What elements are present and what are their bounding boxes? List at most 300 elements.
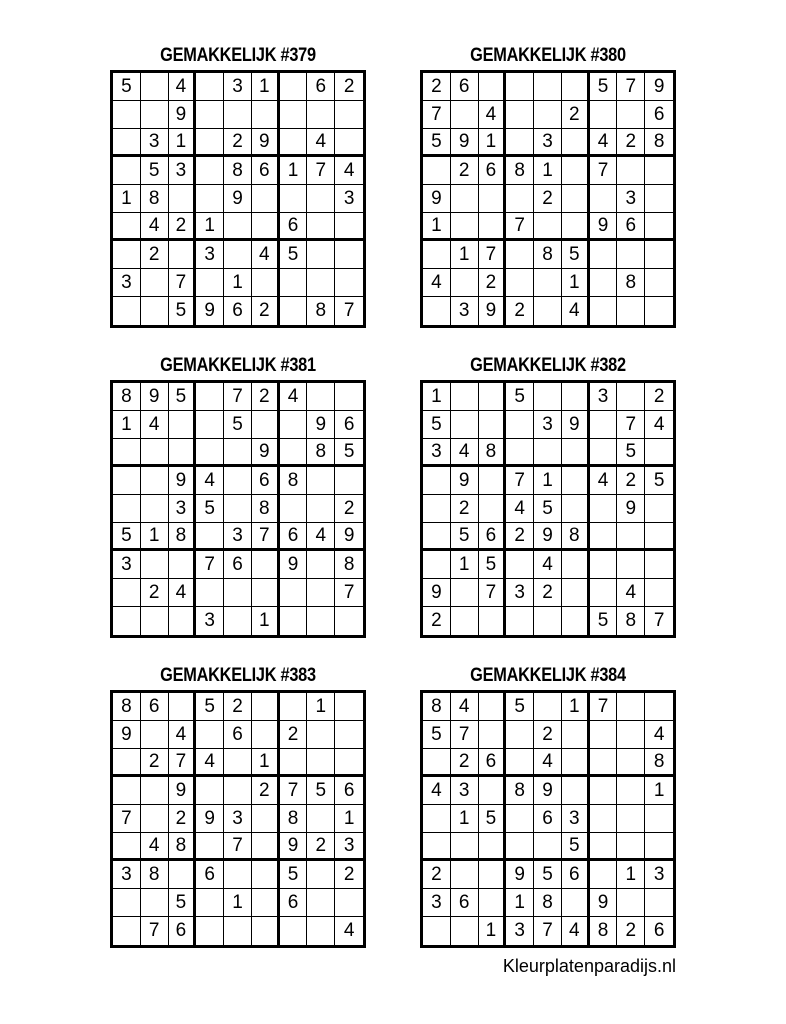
sudoku-cell	[423, 833, 451, 861]
sudoku-cell: 9	[169, 101, 197, 129]
sudoku-cell	[335, 749, 363, 777]
sudoku-cell	[335, 889, 363, 917]
sudoku-cell: 4	[169, 721, 197, 749]
sudoku-cell: 1	[224, 269, 252, 297]
sudoku-cell: 8	[645, 749, 673, 777]
sudoku-cell: 1	[534, 157, 562, 185]
sudoku-cell: 3	[451, 297, 479, 325]
puzzle-title: GEMAKKELIJK #384	[470, 665, 626, 686]
puzzle-title: GEMAKKELIJK #382	[470, 355, 626, 376]
sudoku-grid	[420, 70, 676, 328]
sudoku-cell: 5	[113, 73, 141, 101]
sudoku-cell: 7	[343, 300, 355, 321]
sudoku-cell: 1	[479, 917, 507, 945]
sudoku-cell	[423, 297, 451, 325]
sudoku-cell: 6	[141, 693, 169, 721]
sudoku-cell	[280, 269, 308, 297]
sudoku-cell: 4	[343, 920, 355, 941]
sudoku-cell: 9	[423, 579, 451, 607]
sudoku-cell	[590, 297, 618, 325]
sudoku-cell: 5	[534, 861, 562, 889]
sudoku-cell	[141, 721, 169, 749]
sudoku-cell: 5	[451, 523, 479, 551]
sudoku-cell	[479, 411, 507, 439]
sudoku-cell	[141, 73, 169, 101]
sudoku-grid	[110, 690, 366, 948]
sudoku-cell: 9	[534, 777, 562, 805]
sudoku-cell	[307, 101, 335, 129]
sudoku-cell	[590, 185, 618, 213]
sudoku-cell	[534, 213, 562, 241]
sudoku-cell: 5	[590, 607, 618, 635]
sudoku-cell: 3	[335, 833, 363, 861]
sudoku-cell	[645, 213, 673, 241]
sudoku-cell: 5	[335, 439, 363, 467]
sudoku-cell: 8	[506, 157, 534, 185]
sudoku-cell	[196, 269, 224, 297]
sudoku-cell: 9	[451, 129, 479, 157]
sudoku-cell: 8	[534, 241, 562, 269]
sudoku-cell	[479, 73, 507, 101]
sudoku-cell	[113, 495, 141, 523]
sudoku-cell: 5	[590, 73, 618, 101]
sudoku-cell	[335, 693, 363, 721]
sudoku-cell	[562, 213, 590, 241]
sudoku-cell	[196, 523, 224, 551]
sudoku-cell: 9	[113, 721, 141, 749]
sudoku-cell: 5	[562, 241, 590, 269]
sudoku-cell: 1	[252, 749, 280, 777]
sudoku-cell: 1	[506, 889, 534, 917]
sudoku-cell	[617, 749, 645, 777]
sudoku-cell	[224, 861, 252, 889]
sudoku-cell: 1	[423, 213, 451, 241]
sudoku-puzzle-382	[420, 352, 676, 638]
sudoku-cell: 7	[590, 157, 618, 185]
sudoku-cell: 6	[335, 411, 363, 439]
sudoku-cell	[451, 607, 479, 635]
sudoku-cell	[169, 241, 197, 269]
sudoku-cell: 3	[506, 917, 534, 945]
sudoku-cell: 7	[617, 73, 645, 101]
sudoku-cell: 3	[113, 269, 141, 297]
sudoku-cell	[451, 383, 479, 411]
sudoku-cell	[506, 411, 534, 439]
sudoku-cell: 2	[307, 833, 335, 861]
sudoku-cell: 7	[252, 523, 280, 551]
sudoku-cell: 8	[534, 889, 562, 917]
sudoku-cell	[617, 101, 645, 129]
sudoku-cell: 5	[169, 297, 197, 325]
sudoku-cell: 6	[252, 157, 280, 185]
sudoku-cell	[562, 721, 590, 749]
sudoku-cell: 9	[617, 495, 645, 523]
sudoku-cell: 5	[423, 411, 451, 439]
sudoku-cell	[645, 551, 673, 579]
sudoku-cell: 9	[645, 73, 673, 101]
sudoku-cell	[196, 185, 224, 213]
sudoku-cell: 3	[335, 185, 363, 213]
sudoku-cell	[141, 467, 169, 495]
sudoku-cell: 2	[451, 157, 479, 185]
sudoku-cell	[252, 101, 280, 129]
sudoku-cell	[224, 213, 252, 241]
sudoku-puzzle-384	[420, 662, 676, 948]
sudoku-cell: 6	[479, 749, 507, 777]
sudoku-cell	[506, 269, 534, 297]
sudoku-cell: 9	[224, 185, 252, 213]
sudoku-cell: 2	[280, 721, 308, 749]
sudoku-cell: 9	[196, 805, 224, 833]
sudoku-cell: 5	[169, 889, 197, 917]
sudoku-cell	[479, 861, 507, 889]
sudoku-cell: 3	[196, 241, 224, 269]
sudoku-cell: 7	[617, 411, 645, 439]
sudoku-cell: 7	[169, 269, 197, 297]
sudoku-cell: 4	[141, 411, 169, 439]
sudoku-cell: 6	[534, 805, 562, 833]
sudoku-cell: 9	[280, 551, 308, 579]
sudoku-cell	[451, 101, 479, 129]
sudoku-cell	[562, 157, 590, 185]
sudoku-cell	[423, 495, 451, 523]
sudoku-cell	[617, 383, 645, 411]
sudoku-cell: 5	[617, 439, 645, 467]
sudoku-cell: 5	[307, 777, 335, 805]
sudoku-cell	[307, 467, 335, 495]
sudoku-cell	[451, 185, 479, 213]
sudoku-cell	[617, 297, 645, 325]
sudoku-cell	[252, 185, 280, 213]
sudoku-cell	[335, 467, 363, 495]
sudoku-cell: 1	[280, 157, 308, 185]
sudoku-cell	[562, 777, 590, 805]
sudoku-cell	[307, 185, 335, 213]
sudoku-cell: 8	[617, 269, 645, 297]
sudoku-cell: 8	[280, 467, 308, 495]
sudoku-cell	[423, 805, 451, 833]
sudoku-cell	[423, 467, 451, 495]
sudoku-cell: 3	[423, 889, 451, 917]
sudoku-cell	[451, 861, 479, 889]
sudoku-cell	[590, 269, 618, 297]
sudoku-cell	[196, 411, 224, 439]
sudoku-cell: 8	[169, 833, 197, 861]
sudoku-cell: 9	[423, 185, 451, 213]
sudoku-cell: 2	[252, 297, 280, 325]
sudoku-cell	[280, 185, 308, 213]
sudoku-cell	[590, 101, 618, 129]
sudoku-cell	[280, 411, 308, 439]
sudoku-grid	[110, 380, 366, 638]
sudoku-cell	[451, 269, 479, 297]
sudoku-cell: 1	[252, 73, 280, 101]
sudoku-cell	[141, 607, 169, 635]
sudoku-cell: 8	[280, 805, 308, 833]
sudoku-cell: 6	[307, 73, 335, 101]
sudoku-cell	[645, 241, 673, 269]
sudoku-cell: 4	[196, 749, 224, 777]
sudoku-cell: 9	[451, 467, 479, 495]
sudoku-cell: 9	[590, 213, 618, 241]
sudoku-cell	[252, 721, 280, 749]
sudoku-cell: 2	[479, 269, 507, 297]
sudoku-cell: 2	[534, 579, 562, 607]
sudoku-cell	[562, 579, 590, 607]
sudoku-cell: 8	[224, 157, 252, 185]
sudoku-cell	[617, 551, 645, 579]
sudoku-cell	[590, 439, 618, 467]
sudoku-cell	[307, 241, 335, 269]
sudoku-cell	[645, 579, 673, 607]
sudoku-cell	[590, 861, 618, 889]
sudoku-cell	[645, 523, 673, 551]
sudoku-cell	[590, 833, 618, 861]
sudoku-cell: 1	[169, 129, 197, 157]
sudoku-cell: 3	[534, 129, 562, 157]
sudoku-cell	[113, 101, 141, 129]
sudoku-grid	[420, 380, 676, 638]
sudoku-cell	[224, 607, 252, 635]
sudoku-cell	[534, 607, 562, 635]
sudoku-cell: 8	[141, 185, 169, 213]
sudoku-cell: 1	[451, 805, 479, 833]
sudoku-cell: 2	[224, 693, 252, 721]
sudoku-cell: 1	[335, 805, 363, 833]
sudoku-cell: 3	[451, 777, 479, 805]
sudoku-cell: 2	[423, 73, 451, 101]
sudoku-cell	[252, 889, 280, 917]
sudoku-cell: 9	[252, 129, 280, 157]
sudoku-cell: 2	[506, 297, 534, 325]
sudoku-cell	[196, 129, 224, 157]
sudoku-cell	[617, 157, 645, 185]
sudoku-cell	[534, 101, 562, 129]
site-url: Kleurplatenparadijs.nl	[502, 956, 676, 976]
sudoku-cell	[280, 693, 308, 721]
sudoku-cell	[479, 213, 507, 241]
sudoku-cell	[141, 439, 169, 467]
sudoku-cell	[252, 551, 280, 579]
sudoku-cell: 8	[335, 551, 363, 579]
sudoku-cell: 9	[169, 467, 197, 495]
sudoku-cell	[590, 411, 618, 439]
sudoku-cell	[645, 185, 673, 213]
sudoku-cell: 5	[113, 523, 141, 551]
sudoku-cell: 8	[307, 439, 335, 467]
sudoku-cell	[590, 805, 618, 833]
sudoku-cell	[506, 185, 534, 213]
sudoku-cell	[479, 383, 507, 411]
sudoku-cell	[113, 833, 141, 861]
sudoku-cell	[617, 805, 645, 833]
sudoku-cell: 2	[534, 721, 562, 749]
sudoku-cell	[141, 889, 169, 917]
sudoku-cell: 7	[451, 721, 479, 749]
sudoku-cell	[479, 777, 507, 805]
sudoku-cell: 4	[617, 579, 645, 607]
sudoku-cell: 7	[307, 157, 335, 185]
sudoku-cell: 4	[451, 693, 479, 721]
sudoku-cell	[252, 269, 280, 297]
sudoku-cell	[280, 749, 308, 777]
sudoku-cell: 8	[590, 917, 618, 945]
sudoku-cell: 8	[423, 693, 451, 721]
sudoku-cell	[534, 439, 562, 467]
sudoku-cell	[252, 579, 280, 607]
sudoku-cell: 5	[479, 551, 507, 579]
sudoku-cell	[617, 721, 645, 749]
sudoku-cell	[169, 439, 197, 467]
sudoku-cell	[113, 889, 141, 917]
sudoku-cell	[617, 777, 645, 805]
sudoku-cell	[534, 383, 562, 411]
sudoku-cell: 2	[335, 495, 363, 523]
sudoku-cell	[113, 241, 141, 269]
sudoku-cell: 6	[169, 917, 197, 945]
sudoku-cell: 5	[280, 861, 308, 889]
sudoku-cell	[196, 73, 224, 101]
sudoku-cell: 5	[423, 129, 451, 157]
sudoku-cell: 2	[423, 607, 451, 635]
sudoku-cell: 8	[562, 523, 590, 551]
sudoku-cell	[423, 749, 451, 777]
sudoku-cell	[590, 777, 618, 805]
sudoku-cell: 2	[534, 185, 562, 213]
sudoku-cell	[479, 833, 507, 861]
sudoku-cell: 1	[451, 241, 479, 269]
sudoku-cell	[196, 777, 224, 805]
sudoku-cell	[562, 185, 590, 213]
sudoku-cell	[506, 833, 534, 861]
sudoku-cell	[224, 467, 252, 495]
sudoku-cell	[506, 129, 534, 157]
sudoku-cell	[506, 805, 534, 833]
sudoku-cell	[506, 607, 534, 635]
sudoku-cell: 6	[335, 777, 363, 805]
sudoku-cell: 8	[252, 495, 280, 523]
sudoku-cell: 8	[617, 607, 645, 635]
sudoku-cell	[169, 411, 197, 439]
sudoku-cell: 7	[653, 610, 665, 631]
sudoku-cell: 2	[224, 129, 252, 157]
sudoku-cell: 4	[307, 129, 335, 157]
sudoku-cell	[307, 495, 335, 523]
sudoku-cell: 4	[169, 579, 197, 607]
sudoku-puzzle-379	[110, 42, 366, 328]
sudoku-cell: 6	[252, 467, 280, 495]
sudoku-cell	[224, 101, 252, 129]
sudoku-cell: 6	[645, 101, 673, 129]
sudoku-cell: 4	[423, 269, 451, 297]
sudoku-cell	[113, 213, 141, 241]
sudoku-cell: 5	[479, 805, 507, 833]
sudoku-cell: 3	[506, 579, 534, 607]
sudoku-cell: 6	[479, 523, 507, 551]
sudoku-cell	[169, 607, 197, 635]
sudoku-cell	[196, 157, 224, 185]
sudoku-cell: 4	[141, 833, 169, 861]
sudoku-cell	[562, 467, 590, 495]
sudoku-cell: 9	[252, 439, 280, 467]
sudoku-cell: 1	[113, 411, 141, 439]
sudoku-cell	[479, 721, 507, 749]
sudoku-cell: 4	[335, 157, 363, 185]
sudoku-cell	[451, 411, 479, 439]
sudoku-cell	[423, 241, 451, 269]
sudoku-cell: 5	[645, 467, 673, 495]
sudoku-cell: 5	[280, 241, 308, 269]
sudoku-cell	[617, 693, 645, 721]
sudoku-cell	[307, 805, 335, 833]
sudoku-puzzle-381	[110, 352, 366, 638]
sudoku-cell: 9	[280, 833, 308, 861]
sudoku-cell	[252, 693, 280, 721]
sudoku-cell	[562, 383, 590, 411]
sudoku-cell: 1	[252, 607, 280, 635]
sudoku-cell	[141, 101, 169, 129]
sudoku-cell: 7	[506, 213, 534, 241]
sudoku-cell: 7	[335, 579, 363, 607]
sudoku-cell	[562, 889, 590, 917]
sudoku-cell: 2	[141, 579, 169, 607]
sudoku-cell	[196, 439, 224, 467]
sudoku-cell: 5	[196, 495, 224, 523]
sudoku-cell	[534, 297, 562, 325]
sudoku-cell	[645, 805, 673, 833]
sudoku-cell	[141, 269, 169, 297]
sudoku-cell: 2	[252, 777, 280, 805]
sudoku-cell	[645, 833, 673, 861]
sudoku-cell	[307, 861, 335, 889]
sudoku-cell: 8	[141, 861, 169, 889]
sudoku-cell	[562, 129, 590, 157]
sudoku-cell	[617, 833, 645, 861]
sudoku-cell: 2	[617, 467, 645, 495]
sudoku-cell: 1	[307, 693, 335, 721]
sudoku-cell	[506, 551, 534, 579]
sudoku-cell	[479, 693, 507, 721]
sudoku-cell	[113, 467, 141, 495]
sudoku-cell	[645, 439, 673, 467]
sudoku-cell	[252, 861, 280, 889]
sudoku-cell	[335, 101, 363, 129]
sudoku-cell: 7	[506, 467, 534, 495]
sudoku-cell: 7	[169, 749, 197, 777]
sudoku-cell	[617, 889, 645, 917]
sudoku-cell	[534, 269, 562, 297]
sudoku-cell: 4	[645, 411, 673, 439]
sudoku-cell: 1	[617, 861, 645, 889]
sudoku-cell: 1	[423, 383, 451, 411]
sudoku-cell	[196, 833, 224, 861]
sudoku-cell: 6	[280, 213, 308, 241]
sudoku-cell: 4	[645, 721, 673, 749]
sudoku-cell	[335, 241, 363, 269]
sudoku-cell: 3	[113, 861, 141, 889]
sudoku-cell	[335, 721, 363, 749]
sudoku-cell	[645, 269, 673, 297]
sudoku-cell: 5	[141, 157, 169, 185]
sudoku-cell: 3	[113, 551, 141, 579]
sudoku-cell: 8	[479, 439, 507, 467]
sudoku-cell: 7	[141, 917, 169, 945]
sudoku-cell: 6	[562, 861, 590, 889]
sudoku-cell: 6	[451, 889, 479, 917]
sudoku-cell	[335, 383, 363, 411]
sudoku-cell	[252, 833, 280, 861]
sudoku-cell	[506, 101, 534, 129]
